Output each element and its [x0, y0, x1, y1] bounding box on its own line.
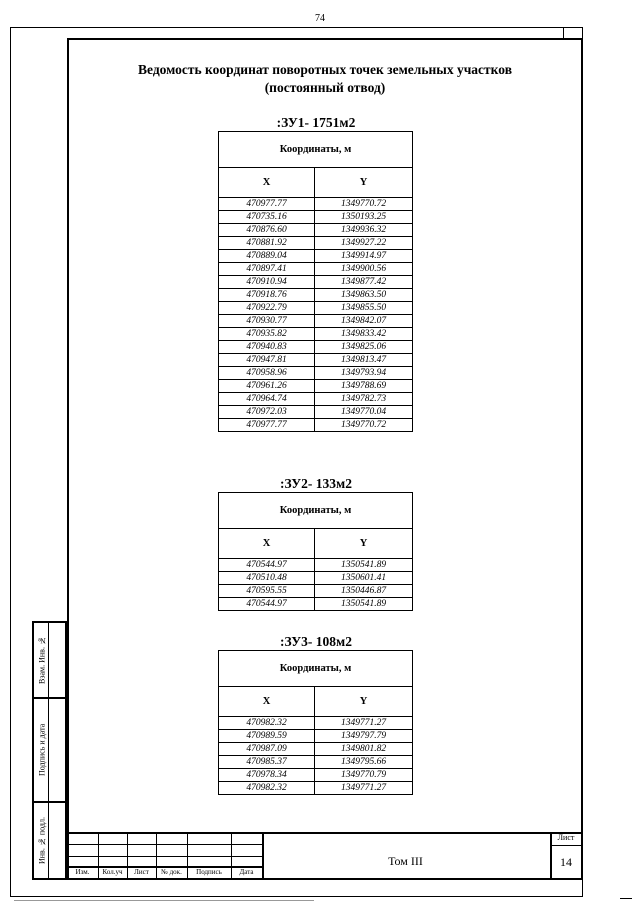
coord-y-cell: 1350446.87: [315, 585, 413, 598]
coord-y-cell: 1349770.04: [315, 406, 413, 419]
document-subtitle: (постоянный отвод): [264, 80, 386, 95]
stamp-label-data: Дата: [239, 868, 254, 876]
table-row: [219, 341, 413, 354]
table-row: [219, 289, 413, 302]
coords-header: Координаты, м: [219, 132, 413, 168]
coord-y-cell: 1349855.50: [315, 302, 413, 315]
coord-x-cell: 470889.04: [219, 250, 315, 263]
coord-x-cell: 470982.32: [219, 782, 315, 795]
table-row: [219, 598, 413, 611]
table-row: [219, 572, 413, 585]
coord-y-cell: 1350541.89: [315, 598, 413, 611]
coords-header: Координаты, м: [219, 493, 413, 529]
table-row: [219, 419, 413, 432]
stamp-row-line: [67, 856, 263, 857]
coord-y-cell: 1349825.06: [315, 341, 413, 354]
coord-y-cell: 1349782.73: [315, 393, 413, 406]
table-row: [219, 717, 413, 730]
coords-table-zu2: [218, 492, 413, 611]
stamp-label-doc: № док.: [161, 868, 182, 876]
table-row: [219, 237, 413, 250]
coord-x-cell: 470544.97: [219, 559, 315, 572]
coord-x-cell: 470876.60: [219, 224, 315, 237]
coord-y-cell: 1349877.42: [315, 276, 413, 289]
coord-y-cell: 1349788.69: [315, 380, 413, 393]
volume-label: Том III: [388, 853, 423, 868]
side-label-vzam: Взам. Инв. №: [37, 636, 47, 684]
frame-tick: [563, 27, 564, 38]
table-row: [219, 263, 413, 276]
coord-y-cell: 1349771.27: [315, 717, 413, 730]
coord-x-cell: 470897.41: [219, 263, 315, 276]
section-title-zu1: :ЗУ1- 1751м2: [276, 115, 356, 130]
table-row: [219, 224, 413, 237]
coord-y-cell: 1349770.72: [315, 198, 413, 211]
side-label-podpis: Подпись и дата: [37, 723, 47, 777]
coord-y-cell: 1349770.72: [315, 419, 413, 432]
title-block: [67, 832, 583, 880]
side-label-inv: Инв. № подл.: [37, 817, 47, 864]
coord-y-cell: 1350601.41: [315, 572, 413, 585]
coord-x-cell: 470977.77: [219, 198, 315, 211]
table-row: [219, 211, 413, 224]
table-row: [219, 782, 413, 795]
table-row: [219, 315, 413, 328]
coord-x-cell: 470544.97: [219, 598, 315, 611]
coords-table-zu3: [218, 650, 413, 795]
column-x-header: X: [219, 529, 315, 559]
table-row: [219, 354, 413, 367]
stamp-label-list: Лист: [134, 868, 149, 876]
column-x-header: X: [219, 687, 315, 717]
coord-x-cell: 470735.16: [219, 211, 315, 224]
coord-y-cell: 1350541.89: [315, 559, 413, 572]
stamp-label-kolvo: Кол.уч: [102, 868, 123, 876]
stamp-row-line: [67, 844, 263, 845]
table-row: [219, 406, 413, 419]
coord-x-cell: 470947.81: [219, 354, 315, 367]
column-y-header: Y: [315, 687, 413, 717]
coord-x-cell: 470987.09: [219, 743, 315, 756]
coords-header: Координаты, м: [219, 651, 413, 687]
coord-y-cell: 1349770.79: [315, 769, 413, 782]
table-row: [219, 276, 413, 289]
coords-table-zu1: [218, 131, 413, 432]
coord-y-cell: 1349900.56: [315, 263, 413, 276]
scan-mark: [620, 898, 632, 899]
coord-x-cell: 470881.92: [219, 237, 315, 250]
table-row: [219, 743, 413, 756]
coord-x-cell: 470910.94: [219, 276, 315, 289]
scan-edge: [14, 900, 314, 901]
coord-y-cell: 1349795.66: [315, 756, 413, 769]
column-y-header: Y: [315, 529, 413, 559]
coord-y-cell: 1349863.50: [315, 289, 413, 302]
table-row: [219, 730, 413, 743]
coord-x-cell: 470961.26: [219, 380, 315, 393]
table-row: [219, 585, 413, 598]
table-row: [219, 769, 413, 782]
stamp-label-podpis: Подпись: [196, 868, 222, 876]
coord-x-cell: 470510.48: [219, 572, 315, 585]
coord-y-cell: 1349842.07: [315, 315, 413, 328]
sheet-label: Лист: [557, 833, 575, 842]
table-row: [219, 328, 413, 341]
section-title-zu3: :ЗУ3- 108м2: [279, 634, 352, 649]
coord-x-cell: 470985.37: [219, 756, 315, 769]
coord-y-cell: 1349771.27: [315, 782, 413, 795]
coord-y-cell: 1349797.79: [315, 730, 413, 743]
table-row: [219, 393, 413, 406]
table-row: [219, 302, 413, 315]
coord-x-cell: 470918.76: [219, 289, 315, 302]
table-row: [219, 756, 413, 769]
coord-x-cell: 470930.77: [219, 315, 315, 328]
coord-x-cell: 470958.96: [219, 367, 315, 380]
side-stamp: [32, 621, 67, 880]
document-title: Ведомость координат поворотных точек земельных участков: [138, 62, 512, 77]
coord-y-cell: 1349833.42: [315, 328, 413, 341]
coord-x-cell: 470595.55: [219, 585, 315, 598]
coord-y-cell: 1350193.25: [315, 211, 413, 224]
table-row: [219, 198, 413, 211]
stamp-label-izm: Изм.: [75, 868, 90, 876]
coord-x-cell: 470989.59: [219, 730, 315, 743]
sheet-number: 14: [560, 855, 572, 869]
coord-x-cell: 470964.74: [219, 393, 315, 406]
coord-y-cell: 1349813.47: [315, 354, 413, 367]
table-row: [219, 367, 413, 380]
coord-y-cell: 1349927.22: [315, 237, 413, 250]
coord-x-cell: 470935.82: [219, 328, 315, 341]
section-title-zu2: :ЗУ2- 133м2: [279, 476, 352, 491]
table-row: [219, 250, 413, 263]
coord-y-cell: 1349914.97: [315, 250, 413, 263]
column-x-header: X: [219, 168, 315, 198]
coord-y-cell: 1349793.94: [315, 367, 413, 380]
coord-x-cell: 470977.77: [219, 419, 315, 432]
coord-y-cell: 1349801.82: [315, 743, 413, 756]
stamp-top-line: [67, 832, 581, 834]
coord-x-cell: 470982.32: [219, 717, 315, 730]
column-y-header: Y: [315, 168, 413, 198]
coord-x-cell: 470972.03: [219, 406, 315, 419]
coord-x-cell: 470940.83: [219, 341, 315, 354]
coord-y-cell: 1349936.32: [315, 224, 413, 237]
page-number: 74: [315, 13, 325, 24]
table-row: [219, 380, 413, 393]
coord-x-cell: 470978.34: [219, 769, 315, 782]
table-row: [219, 559, 413, 572]
coord-x-cell: 470922.79: [219, 302, 315, 315]
